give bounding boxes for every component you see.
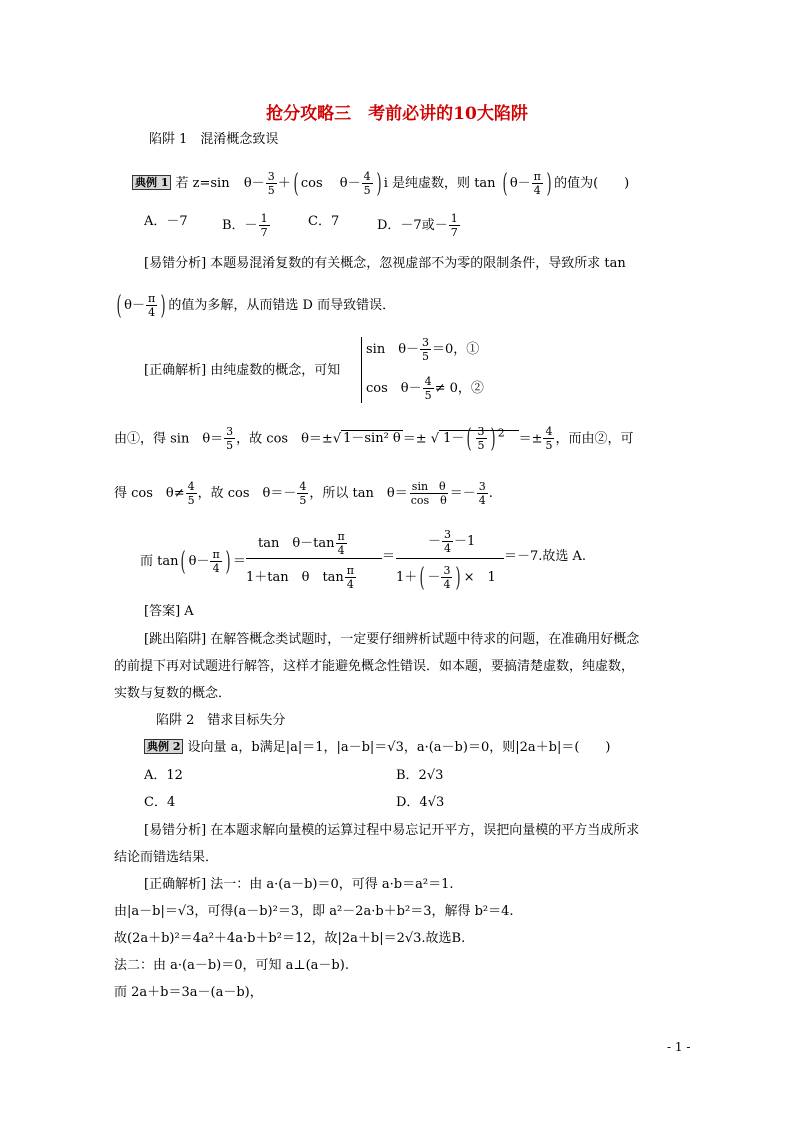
solution-line-1: 由①，得 sin θ＝ $\frac{3}{5}$ ，故 cos θ＝±√ 1－sin² θ ＝± √ 1－( $\frac{3}{5}$ ) $^2$ ＝± $\frac{4}{5}$ ，而由②，可 — [114, 423, 634, 454]
trap1-question: 典例 1 若 z=sin θ－ $\frac{3}{5}$ ＋( cos θ－ $\frac{4}{5}$ ) i 是纯虚数，则 tan ( θ－ $\frac{\pi}{4}$ ) 的值为( ) — [132, 170, 629, 197]
big-fraction-2-num: － $\frac{3}{4}$ －1 — [428, 528, 476, 555]
big-fraction-1-den: 1＋tan θ tan $\frac{\pi}{4}$ — [246, 564, 355, 591]
solution-line-3-start: 而 tan( θ－ $\frac{\pi}{4}$ ) ＝ — [140, 546, 246, 577]
fraction-bar — [246, 558, 382, 559]
big-fraction-1-num: tan θ－tan $\frac{\pi}{4}$ — [258, 530, 345, 557]
solution-line-2: 得 cos θ≠ $\frac{4}{5}$ ，故 cos θ＝－ $\frac{4}{5}$ ，所以 tan θ＝ $\frac{\text{sin θ}}{\text{cos θ}}$ ＝－ $\frac{3}{4}$ . — [114, 480, 493, 507]
solution-line: [正确解析] 法一：由 a·(a－b)＝0，可得 a·b＝a²＝1. — [144, 877, 454, 892]
q-text: 若 z=sin — [175, 176, 230, 191]
option-a: A．12 — [144, 768, 183, 783]
jump-out-trap: [跳出陷阱] 在解答概念类试题时，一定要仔细辨析试题中待求的问题，在准确用好概念 — [144, 632, 640, 647]
error-analysis: [易错分析] 本题易混淆复数的有关概念，忽视虚部不为零的限制条件，导致所求 tan — [144, 256, 626, 271]
q-text: θ－ — [243, 176, 265, 191]
big-fraction-2-den: 1＋( － $\frac{3}{4}$ ) × 1 — [396, 562, 496, 593]
fraction-bar — [396, 558, 504, 559]
option-a: A．－7 — [144, 214, 188, 229]
fraction: $\frac{3}{5}$ — [267, 170, 275, 197]
option-b: B．－ $\frac{1}{7}$ — [222, 212, 268, 239]
fraction: $\frac{4}{5}$ — [363, 170, 371, 197]
system-brace — [361, 337, 362, 403]
option-c: C．7 — [308, 214, 340, 229]
trap2-heading: 陷阱 2 错求目标失分 — [156, 713, 286, 728]
example-badge: 典例 2 — [144, 739, 183, 754]
solution-line-3-end: ＝－7.故选 A. — [504, 549, 587, 564]
solution-line: 而 2a＋b＝3a－(a－b)， — [114, 985, 263, 1000]
equation-1: sin θ－ $\frac{3}{5}$ ＝0，① — [366, 336, 480, 363]
error-analysis: [易错分析] 在本题求解向量模的运算过程中易忘记开平方，误把向量模的平方当成所求 — [144, 823, 640, 838]
correct-analysis-label: [正确解析] 由纯虚数的概念，可知 — [144, 363, 341, 378]
fraction: $\frac{\pi}{4}$ — [533, 170, 541, 197]
option-b: B．2√3 — [396, 768, 444, 783]
solution-line: 法二：由 a·(a－b)＝0，可知 a⊥(a－b). — [114, 958, 349, 973]
answer: [答案] A — [144, 604, 194, 619]
jump-out-trap-cont: 的前提下再对试题进行解答，这样才能避免概念性错误．如本题，要搞清楚虚数，纯虚数， — [114, 659, 635, 674]
page-number: - 1 - — [667, 1040, 691, 1054]
solution-line: 由|a－b|＝√3，可得(a－b)²＝3，即 a²－2a·b＋b²＝3，解得 b²＝4. — [114, 904, 514, 919]
trap2-question: 典例 2 设向量 a，b满足|a|＝1，|a－b|＝√3，a·(a－b)＝0，则|2a＋b|＝( ) — [144, 739, 610, 757]
trap1-heading: 陷阱 1 混淆概念致误 — [149, 132, 279, 147]
error-analysis-cont: 结论而错选结果． — [114, 850, 219, 865]
equals-sign: ＝ — [382, 549, 396, 564]
example-badge: 典例 1 — [132, 175, 171, 190]
jump-out-trap-cont: 实数与复数的概念． — [114, 686, 232, 701]
error-analysis-cont: ( θ－ $\frac{\pi}{4}$ ) 的值为多解，从而错选 D 而导致错误． — [116, 290, 396, 321]
solution-line: 故(2a＋b)²＝4a²＋4a·b＋b²＝12，故|2a＋b|＝2√3.故选B. — [114, 931, 466, 946]
option-c: C．4 — [144, 795, 176, 810]
option-d: D．－7或－ $\frac{1}{7}$ — [377, 212, 458, 239]
equation-2: cos θ－ $\frac{4}{5}$ ≠ 0，② — [366, 375, 484, 402]
page-title: 抢分攻略三 考前必讲的10大陷阱 — [266, 104, 528, 124]
option-d: D．4√3 — [396, 795, 445, 810]
